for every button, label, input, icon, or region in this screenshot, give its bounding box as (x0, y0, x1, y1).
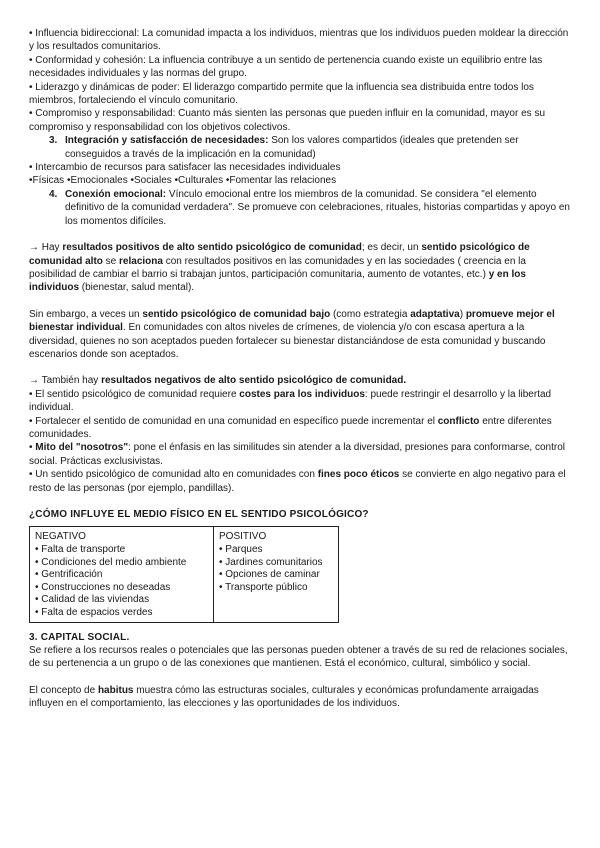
list-item: • Falta de transporte (35, 544, 126, 555)
paragraph-social-capital: Se refiere a los recursos reales o potenciales que las personas pueden obtener a través de su red de relaciones sociales, de su pertenencia a un grupo o de las conexiones que mantienen. Está el económico, cultural, simbólico y social. (29, 644, 568, 670)
item-number: 3. (49, 135, 58, 147)
bullet-item: • Liderazgo y dinámicas de poder: El liderazgo compartido permite que la influencia sea distribuida entre todos los miembros, fortaleciendo el vínculo comunitario. (29, 81, 534, 107)
bullet-item: • Compromiso y responsabilidad: Cuanto más sienten las personas que pueden influir en la comunidad, mayor es su compromiso y responsabilidad con los objetivos colectivos. (29, 108, 546, 133)
table-cell-negative (30, 527, 214, 622)
bullet-item: • Un sentido psicológico de comunidad alto en comunidades con fines poco éticos se convierte en algo negativo para el resto de las personas (por ejemplo, pandillas). (29, 469, 566, 494)
paragraph-negative-results: → También hay resultados negativos de alto sentido psicológico de comunidad. • El sentido psicológico de comunidad requiere costes para los individuos: puede restringir el desarrollo y la libertad individual. • Fortalecer el sentido de comunidad en una comunidad en específico puede incrementar el conflicto entre diferentes comunidades. • Mito del "nosotros": pone el énfasis en las similitudes sin atender a la diversidad, presiones para conformarse, control social. Prácticas exclusivistas. • Un sentido psicológico de comunidad alto en comunidades con fines poco éticos se convierte en algo negativo para el resto de las personas (por ejemplo, pandillas). (29, 374, 574, 495)
item-title: Integración y satisfacción de necesidades: (65, 135, 269, 147)
table-cell-positive (214, 527, 339, 622)
paragraph-positive-results: → Hay resultados positivos de alto sentido psicológico de comunidad; es decir, un sentido psicológico de comunidad alto se relaciona con resultados positivos en las comunidades y en las sociedades ( creencia en la posibilidad de cambiar el barrio si trabajan juntos, participación comunitaria, aumento de votantes, etc.) y en los individuos (bienestar, salud mental). (29, 242, 530, 294)
bullet-item: • Influencia bidireccional: La comunidad impacta a los individuos, mientras que los individuos pueden moldear la dirección y los resultados comunitarios. (29, 28, 569, 53)
list-item: • Condiciones del medio ambiente (35, 556, 187, 568)
list-item: • Gentrificación (35, 569, 103, 581)
list-item: • Jardines comunitarios (219, 556, 323, 568)
list-item: • Construcciones no deseadas (35, 581, 171, 593)
section-heading-social-capital: 3. CAPITAL SOCIAL. (29, 631, 130, 643)
exchange-line: • Intercambio de recursos para satisfacer las necesidades individuales (29, 162, 341, 174)
column-header: POSITIVO (219, 531, 267, 543)
numbered-item-4 (29, 188, 574, 228)
list-item: • Calidad de las viviendas (35, 594, 150, 606)
numbered-item-3 (29, 134, 574, 161)
needs-row: •Físicas •Emocionales •Sociales •Culturales •Fomentar las relaciones (29, 175, 337, 187)
bullet-list-influence (29, 27, 574, 134)
bullet-item: • Conformidad y cohesión: La influencia contribuye a un sentido de pertenencia cuando existe un equilibrio entre las necesidades individuales y las normas del grupo. (29, 54, 543, 80)
list-item: • Transporte público (219, 581, 308, 593)
section-heading-physical-environment: ¿CÓMO INFLUYE EL MEDIO FÍSICO EN EL SENTIDO PSICOLÓGICO? (29, 509, 369, 520)
bullet-item: • Mito del "nosotros": pone el énfasis en las similitudes sin atender a la diversidad, presiones para conformarse, control social. Prácticas exclusivistas. (29, 442, 565, 467)
bullet-item: • Fortalecer el sentido de comunidad en una comunidad en específico puede incrementar el conflicto entre diferentes comunidades. (29, 415, 552, 440)
list-item: • Parques (219, 544, 263, 555)
environment-table (29, 526, 339, 622)
list-item: • Falta de espacios verdes (35, 606, 153, 618)
column-header: NEGATIVO (35, 531, 86, 543)
item-number: 4. (49, 188, 58, 200)
list-item: • Opciones de caminar (219, 569, 320, 581)
paragraph-low-sense: Sin embargo, a veces un sentido psicológico de comunidad bajo (como estrategia adaptativa) promueve mejor el bienestar individual. En comunidades con altos niveles de crímenes, de violencia y/o con escasa apertura a la diversidad, quienes no son aceptados pueden fortalecer su bienestar distanciándose de esta comunidad y buscando escenarios donde son aceptados. (29, 308, 555, 360)
item-text: Vínculo emocional entre los miembros de la comunidad. Se considera "el elemento definitivo de la comunidad verdadera". Se promueve con celebraciones, rituales, historias compartidas y apoyo en los momentos difíciles. (65, 188, 570, 227)
item-title: Conexión emocional: (65, 188, 167, 200)
item-text: Son los valores compartidos (ideales que pretenden ser conseguidos a través de la implicación en la comunidad) (65, 135, 519, 160)
paragraph-habitus: El concepto de habitus muestra cómo las estructuras sociales, culturales y económicas profundamente arraigadas influyen en el comportamiento, las elecciones y las oportunidades de los individuos. (29, 684, 539, 710)
bullet-item: • El sentido psicológico de comunidad requiere costes para los individuos: puede restringir el desarrollo y la libertad individual. (29, 388, 552, 414)
document-body (29, 27, 574, 711)
